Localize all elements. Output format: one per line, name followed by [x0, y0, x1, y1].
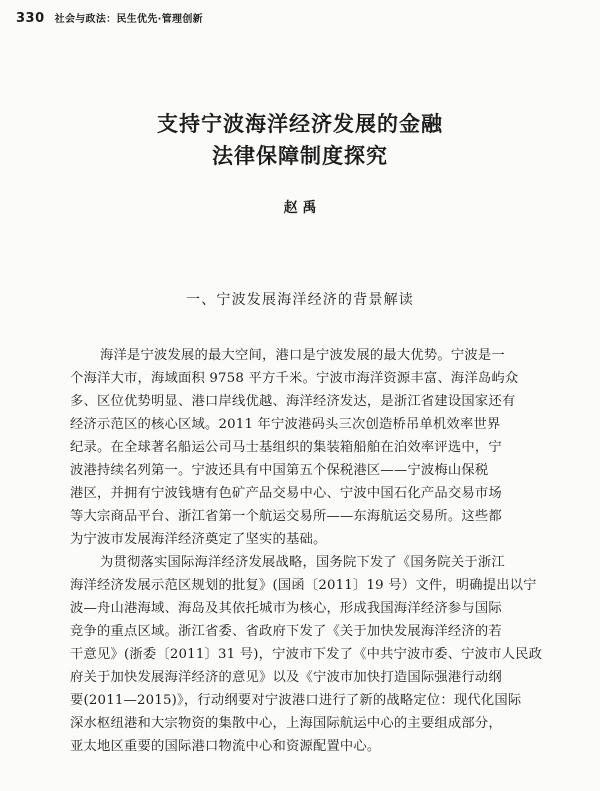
paragraph-line: 港区，并拥有宁波钱塘有色矿产品交易中心、宁波中国石化产品交易市场 [70, 486, 502, 501]
paragraph-line: 经济示范区的核心区域。2011 年宁波港码头三次创造桥吊单机效率世界 [70, 417, 501, 432]
paragraph-line: 干意见》(浙委〔2011〕31 号)，宁波市下发了《中共宁波市委、宁波市人民政 [70, 647, 543, 662]
paragraph-line: 多、区位优势明显、港口岸线优越、海洋经济发达，是浙江省建设国家还有 [70, 394, 516, 409]
paragraph-line: 为贯彻落实国际海洋经济发展战略，国务院下发了《国务院关于浙江 [100, 555, 505, 570]
title-line-1: 支持宁波海洋经济发展的金融 [157, 112, 443, 136]
paragraph-line: 波港持续名列第一。宁波还具有中国第五个保税港区——宁波梅山保税 [70, 463, 489, 478]
paragraph-line: 竞争的重点区域。浙江省委、省政府下发了《关于加快发展海洋经济的若 [70, 624, 502, 639]
paragraph-line: 波—舟山港海域、海岛及其依托城市为核心，形成我国海洋经济参与国际 [70, 601, 502, 616]
running-head: 社会与政法：民生优先·管理创新 [54, 14, 203, 25]
paragraph-line: 等大宗商品平台、浙江省第一个航运交易所——东海航运交易所。这些都 [70, 509, 502, 524]
paragraph-line: 要(2011—2015)》，行动纲要对宁波港口进行了新的战略定位：现代化国际 [70, 693, 522, 708]
page-number: 330 [16, 11, 45, 26]
paragraph-line: 深水枢纽港和大宗物资的集散中心，上海国际航运中心的主要组成部分， [70, 716, 502, 731]
title-line-2: 法律保障制度探究 [212, 144, 388, 168]
paragraph-line: 个海洋大市，海域面积 9758 平方千米。宁波市海洋资源丰富、海洋岛屿众 [70, 371, 519, 386]
page-header [16, 10, 203, 26]
section-heading: 一、宁波发展海洋经济的背景解读 [186, 292, 414, 308]
paragraph-line: 纪录。在全球著名船运公司马士基组织的集装箱船舶在泊效率评选中，宁 [70, 440, 502, 455]
paragraph-line: 海洋是宁波发展的最大空间，港口是宁波发展的最大优势。宁波是一 [100, 348, 505, 363]
author-name: 赵 禹 [283, 200, 317, 216]
article-title [0, 108, 600, 172]
paragraph-line: 亚太地区重要的国际港口物流中心和资源配置中心。 [70, 739, 381, 754]
paragraph-line: 海洋经济发展示范区规划的批复》(国函〔2011〕19 号）文件，明确提出以宁 [70, 578, 537, 593]
paragraph-line: 府关于加快发展海洋经济的意见》以及《宁波市加快打造国际强港行动纲 [70, 670, 502, 685]
paragraph-line: 为宁波市发展海洋经济奠定了坚实的基础。 [70, 532, 327, 547]
